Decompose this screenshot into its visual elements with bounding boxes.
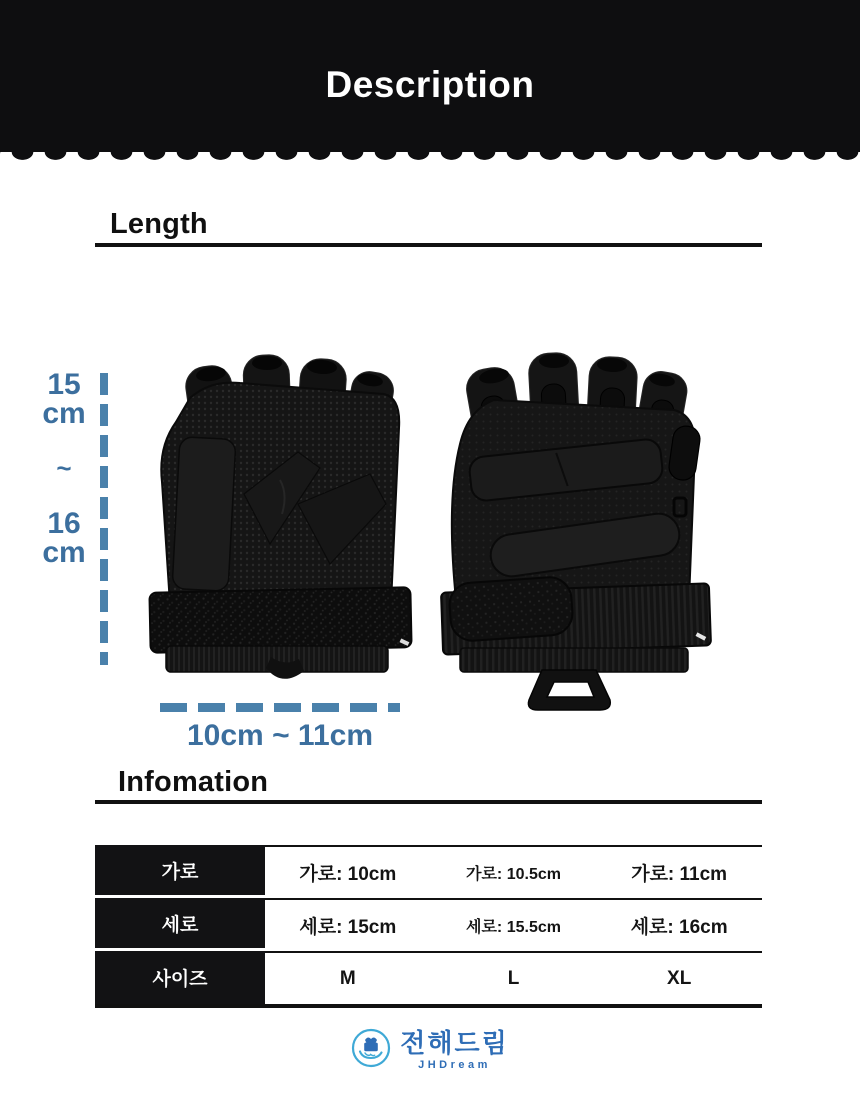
brand-name-english: JHDream xyxy=(418,1059,491,1071)
size-spec-table xyxy=(95,845,762,1008)
length-section-title: Length xyxy=(110,208,208,240)
measure-16: 16 xyxy=(47,507,81,540)
brand-footer xyxy=(0,1028,860,1071)
horizontal-dashed-line xyxy=(160,703,400,712)
glove-back-photo xyxy=(438,348,718,718)
length-section-rule xyxy=(95,243,762,247)
banner-scalloped-edge xyxy=(0,152,860,162)
row-header-width: 가로 xyxy=(95,845,265,898)
glove-palm-photo xyxy=(148,352,413,692)
height-value-xl: 세로: 16cm xyxy=(596,898,762,951)
page-title: Description xyxy=(325,64,535,105)
size-value-m: M xyxy=(265,951,431,1004)
row-header-height: 세로 xyxy=(95,898,265,951)
measure-cm-bottom: cm xyxy=(42,536,86,569)
measure-15: 15 xyxy=(47,368,81,401)
info-section-title: Infomation xyxy=(118,766,269,798)
brand-name-korean: 전해드림 xyxy=(400,1028,509,1058)
width-value-xl: 가로: 11cm xyxy=(596,845,762,898)
height-value-m: 세로: 15cm xyxy=(265,898,431,951)
glove-hang-loop xyxy=(528,670,610,710)
horizontal-measure-label: 10cm ~ 11cm xyxy=(187,719,373,752)
size-value-l: L xyxy=(431,951,597,1004)
glove-velcro-strap xyxy=(149,587,411,652)
width-value-m: 가로: 10cm xyxy=(265,845,431,898)
measure-tilde: ~ xyxy=(56,453,72,483)
size-value-xl: XL xyxy=(596,951,762,1004)
description-banner xyxy=(0,0,860,152)
glove-back-body xyxy=(452,400,695,612)
width-value-l: 가로: 10.5cm xyxy=(431,845,597,898)
hands-gift-icon xyxy=(351,1028,391,1068)
vertical-measure-label xyxy=(32,370,96,567)
measure-cm-top: cm xyxy=(42,397,86,430)
row-header-size: 사이즈 xyxy=(95,951,265,1004)
vertical-dashed-line xyxy=(100,373,108,665)
info-section-rule xyxy=(95,800,762,804)
height-value-l: 세로: 15.5cm xyxy=(431,898,597,951)
